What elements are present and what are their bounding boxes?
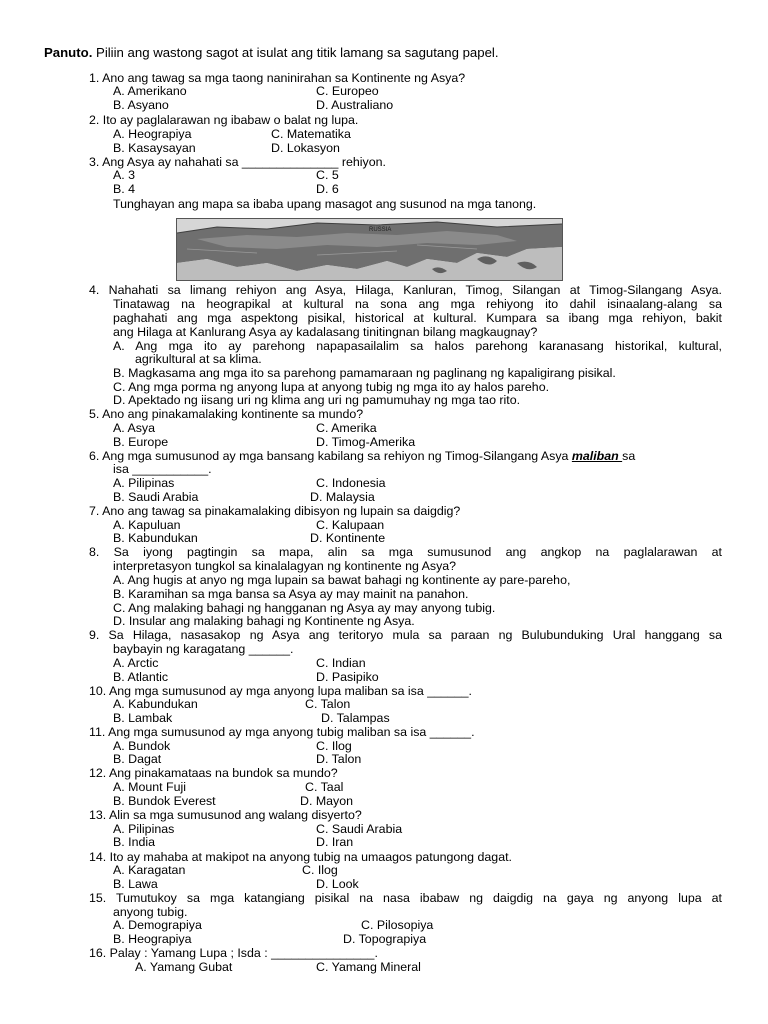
q1-choice-a: A. Amerikano [113,84,187,98]
question-15-line-2: anyong tubig. [113,905,188,919]
question-3: 3. Ang Asya ay nahahati sa ______________ rehiyon. [89,155,386,169]
q5-choice-c: C. Amerika [316,421,377,435]
q12-choice-c: C. Taal [305,780,344,794]
q3-choice-b: B. 4 [113,182,136,196]
q7-choice-b: B. Kabundukan [113,531,198,545]
question-7: 7. Ano ang tawag sa pinakamalaking dibisyon ng lupain sa daigdig? [89,504,461,518]
question-12: 12. Ang pinakamataas na bundok sa mundo? [89,766,338,780]
q13-choice-d: D. Iran [316,835,354,849]
q11-choice-d: D. Talon [316,752,362,766]
q11-choice-b: B. Dagat [113,752,162,766]
q6-choice-b: B. Saudi Arabia [113,490,199,504]
q10-choice-a: A. Kabundukan [113,697,198,711]
q11-choice-c: C. Ilog [316,739,352,753]
q5-choice-b: B. Europe [113,435,169,449]
q14-choice-b: B. Lawa [113,877,158,891]
q7-choice-d: D. Kontinente [310,531,386,545]
asia-map-image [176,218,563,281]
q4-choice-c: C. Ang mga porma ng anyong lupa at anyong tubig ng mga ito ay halos pareho. [113,380,550,394]
q15-choice-c: C. Pilosopiya [361,918,434,932]
question-14: 14. Ito ay mahaba at makipot na anyong tubig na umaagos patungong dagat. [89,850,512,864]
q14-choice-c: C. Ilog [302,863,338,877]
q4-choice-d: D. Apektado ng iisang uri ng klima ang uri ng pamumuhay ng mga tao rito. [113,393,521,407]
q12-choice-b: B. Bundok Everest [113,794,216,808]
instructions-text: Piliin ang wastong sagot at isulat ang titik lamang sa sagutang papel. [92,45,499,60]
question-9-line-1: 9. Sa Hilaga, nasasakop ng Asya ang teritoryo mula sa paraan ng Bulubunduking Ural hanggang sa [89,628,722,642]
instructions [44,46,499,60]
q15-choice-d: D. Topograpiya [343,932,427,946]
q13-choice-b: B. India [113,835,156,849]
q8-choice-b: B. Karamihan sa mga bansa sa Asya ay may mainit na panahon. [113,587,469,601]
q6-choice-c: C. Indonesia [316,476,386,490]
question-6 [89,449,635,463]
q14-choice-a: A. Karagatan [113,863,186,877]
q16-choice-c: C. Yamang Mineral [316,960,421,974]
q9-choice-c: C. Indian [316,656,366,670]
q15-choice-a: A. Demograpiya [113,918,202,932]
q2-choice-b: B. Kasaysayan [113,141,196,155]
q6-choice-a: A. Pilipinas [113,476,175,490]
q3-choice-d: D. 6 [316,182,339,196]
question-6-text: 6. Ang mga sumusunod ay mga bansang kabilang sa rehiyon ng Timog-Silangang Asya [89,449,569,463]
question-8-line-2: interpretasyon tungkol sa kinalalagyan ng kontinente ng Asya? [113,559,457,573]
q8-choice-c: C. Ang malaking bahagi ng hangganan ng Asya ay may anyong tubig. [113,601,496,615]
question-4-line-1: 4. Nahahati sa limang rehiyon ang Asya, Hilaga, Kanluran, Timog, Silangan at Timog-Silangang Asya. [89,283,722,297]
question-4-line-3: paghahati ang mga aspektong pisikal, historical at kultural. Kumpara sa ibang mga rehiyon, bakit [113,311,722,325]
q11-choice-a: A. Bundok [113,739,171,753]
question-10: 10. Ang mga sumusunod ay mga anyong lupa maliban sa isa ______. [89,684,472,698]
q1-choice-b: B. Asyano [113,98,169,112]
map-graphic [177,219,562,280]
q10-choice-c: C. Talon [305,697,351,711]
question-1: 1. Ano ang tawag sa mga taong naninirahan sa Kontinente ng Asya? [89,71,466,85]
map-label-russia: RUSSIA [369,227,392,233]
q5-choice-d: D. Timog-Amerika [316,435,416,449]
q8-choice-d: D. Insular ang malaking bahagi ng Kontinente ng Asya. [113,614,415,628]
q7-choice-a: A. Kapuluan [113,518,181,532]
q1-choice-c: C. Europeo [316,84,379,98]
q12-choice-d: D. Mayon [300,794,354,808]
q9-choice-d: D. Pasipiko [316,670,379,684]
q12-choice-a: A. Mount Fuji [113,780,186,794]
question-6-line-2: isa ___________. [113,462,212,476]
question-8-line-1: 8. Sa iyong pagtingin sa mapa, alin sa mga sumusunod ang angkop na paglalarawan at [89,545,722,559]
question-4-line-4: ang Hilaga at Kanlurang Asya ay kadalasang tinitingnan bilang magkaugnay? [113,325,538,339]
q4-choice-a-cont: agrikultural at sa klima. [135,352,262,366]
q5-choice-a: A. Asya [113,421,156,435]
instructions-label: Panuto. [44,45,93,60]
question-9-line-2: baybayin ng karagatang ______. [113,642,294,656]
q10-choice-b: B. Lambak [113,711,173,725]
q2-choice-c: C. Matematika [271,127,351,141]
q10-choice-d: D. Talampas [321,711,390,725]
q16-choice-a: A. Yamang Gubat [135,960,233,974]
question-6-emphasis: maliban [571,449,623,463]
question-13: 13. Alin sa mga sumusunod ang walang disyerto? [89,808,362,822]
q3-choice-a: A. 3 [113,168,136,182]
q6-choice-d: D. Malaysia [310,490,375,504]
map-instruction: Tunghayan ang mapa sa ibaba upang masagot ang susunod na mga tanong. [113,197,537,211]
q9-choice-b: B. Atlantic [113,670,169,684]
q13-choice-c: C. Saudi Arabia [316,822,403,836]
question-2: 2. Ito ay paglalarawan ng ibabaw o balat ng lupa. [89,113,359,127]
q14-choice-d: D. Look [316,877,359,891]
question-16: 16. Palay : Yamang Lupa ; Isda : _______________. [89,946,378,960]
question-6-text-end: sa [622,449,636,463]
q3-choice-c: C. 5 [316,168,339,182]
q4-choice-a: A. Ang mga ito ay parehong napapasailalim sa halos parehong karanasang historikal, kultural, [113,339,722,353]
q9-choice-a: A. Arctic [113,656,159,670]
question-11: 11. Ang mga sumusunod ay mga anyong tubig maliban sa isa ______. [89,725,475,739]
q2-choice-a: A. Heograpiya [113,127,192,141]
question-15-line-1: 15. Tumutukoy sa mga katangiang pisikal na nasa ibabaw ng daigdig na gaya ng anyong lupa at [89,891,722,905]
question-5: 5. Ano ang pinakamalaking kontinente sa mundo? [89,407,364,421]
q1-choice-d: D. Australiano [316,98,394,112]
q2-choice-d: D. Lokasyon [271,141,340,155]
q8-choice-a: A. Ang hugis at anyo ng mga lupain sa bawat bahagi ng kontinente ay pare-pareho, [113,573,571,587]
q7-choice-c: C. Kalupaan [316,518,385,532]
question-4-line-2: Tinatawag na heograpikal at kultural na sona ang mga rehiyong ito dahil isinaalang-alang sa [113,297,722,311]
q4-choice-b: B. Magkasama ang mga ito sa parehong pamamaraan ng paglinang ng kapaligirang pisikal. [113,366,616,380]
q13-choice-a: A. Pilipinas [113,822,175,836]
q15-choice-b: B. Heograpiya [113,932,192,946]
